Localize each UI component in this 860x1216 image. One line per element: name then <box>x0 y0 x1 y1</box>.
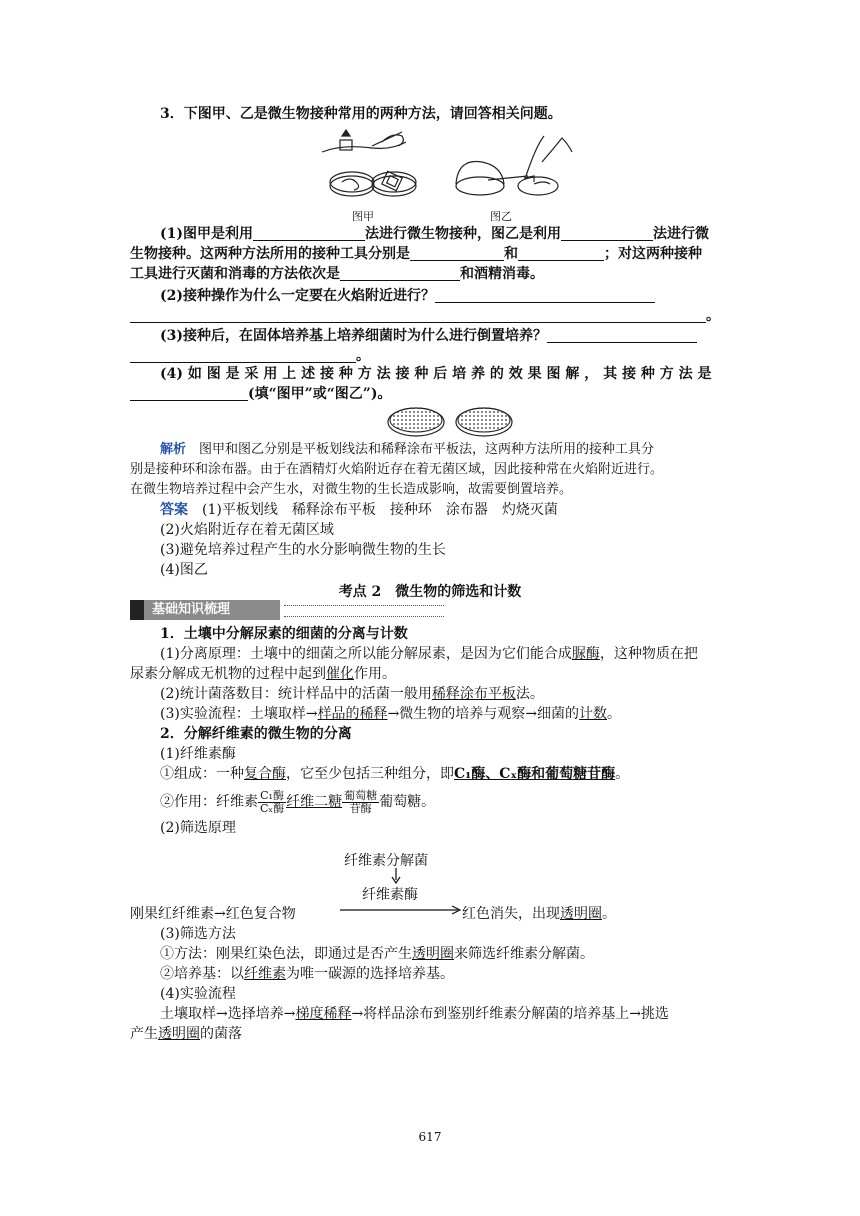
part2-function: ②作用：纤维素 $\frac{\text{C₁酶}}{\text{Cₓ酶}}$ 纤维二糖 $\frac{\text{葡萄糖}}{\text{苷酶}}$ 葡萄糖。 <box>160 788 436 815</box>
keyword-sample-dilution: 样品的稀释 <box>317 706 388 722</box>
down-arrow-icon <box>390 868 402 884</box>
diagram-cellulose-bacteria: 纤维素分解菌 <box>344 853 428 869</box>
keyword-urease: 脲酶 <box>571 646 600 662</box>
q1-line1: (1)图甲是利用 法进行微生物接种，图乙是利用 法进行微 <box>160 226 709 242</box>
part2-sub3: (3)筛选方法 <box>160 926 236 942</box>
q4-line2: (填“图甲”或“图乙”)。 <box>130 384 391 404</box>
blank-4 <box>518 244 604 261</box>
q2-line1: (2)接种操作为什么一定要在火焰附近进行？ <box>160 286 655 306</box>
blank-6 <box>435 286 655 303</box>
part2-sub4: (4)实验流程 <box>160 986 236 1002</box>
keyword-counting: 计数 <box>579 706 608 722</box>
section-banner <box>130 600 450 620</box>
blank-3 <box>410 244 504 261</box>
answer-line3: (3)避免培养过程产生的水分影响微生物的生长 <box>160 542 446 558</box>
q1-line3: 工具进行灭菌和消毒的方法依次是 和酒精消毒。 <box>130 266 544 282</box>
q3-line1: (3)接种后，在固体培养基上培养细菌时为什么进行倒置培养？ <box>160 326 697 346</box>
keyword-gradient-dilution: 梯度稀释 <box>295 1006 352 1022</box>
part1-p3: (3)实验流程：土壤取样→样品的稀释→微生物的培养与观察→细菌的计数。 <box>160 706 622 722</box>
diagram-cellulase: 纤维素酶 <box>362 887 418 903</box>
part2-composition: ①组成：一种复合酶，它至少包括三种组分，即C₁酶、Cₓ酶和葡萄糖苷酶。 <box>160 766 630 782</box>
blank-2 <box>561 224 653 241</box>
figure-yi-caption: 图乙 <box>490 210 512 223</box>
answer-line1: 答案 (1)平板划线 稀释涂布平板 接种环 涂布器 灼烧灭菌 <box>160 502 558 518</box>
blank-7 <box>130 306 706 323</box>
analysis-line1: 解析 图甲和图乙分别是平板划线法和稀释涂布平板法，这两种方法所用的接种工具分 <box>160 442 655 457</box>
q1-line2: 生物接种。这两种方法所用的接种工具分别是 和 ；对这两种接种 <box>130 246 702 262</box>
analysis-line2: 别是接种环和涂布器。由于在酒精灯火焰附近存在着无菌区域，因此接种常在火焰附近进行。 <box>130 462 664 477</box>
blank-5 <box>340 264 460 281</box>
long-arrow-icon <box>340 904 462 916</box>
part1-p1-line1: (1)分离原理：土壤中的细菌之所以能分解尿素，是因为它们能合成脲酶，这种物质在把 <box>160 646 698 662</box>
keyword-cellulose: 纤维素 <box>244 966 286 982</box>
part2-sub2: (2)筛选原理 <box>160 820 236 836</box>
keyword-dilution-plating: 稀释涂布平板 <box>431 686 516 702</box>
banner-label: 基础知识梳理 <box>152 602 231 617</box>
keyword-clear-zone-3: 透明圈 <box>158 1026 200 1042</box>
part2-method: ①方法：刚果红染色法，即通过是否产生透明圈来筛选纤维素分解菌。 <box>160 946 594 962</box>
answer-label: 答案 <box>160 502 188 518</box>
diagram-right: 红色消失，出现透明圈。 <box>462 906 616 922</box>
keyword-catalysis: 催化 <box>326 666 354 682</box>
part2-medium: ②培养基：以纤维素为唯一碳源的选择培养基。 <box>160 966 454 982</box>
inoculation-figure <box>312 128 582 208</box>
part2-flow-line2: 产生透明圈的菌落 <box>130 1026 242 1042</box>
q3-line2: 。 <box>130 346 370 366</box>
keyword-clear-zone: 透明圈 <box>560 906 602 922</box>
q4-line1: (4) 如 图 是 采 用 上 述 接 种 方 法 接 种 后 培 养 的 效 果 图 解 ， 其 接 种 方 法 是 <box>160 366 712 382</box>
part2-flow-line1: 土壤取样→选择培养→梯度稀释→将样品涂布到鉴别纤维素分解菌的培养基上→挑选 <box>160 1006 669 1022</box>
blank-9 <box>130 346 356 363</box>
figure-jia-caption: 图甲 <box>352 210 374 223</box>
section-title: 考点 2 微生物的筛选和计数 <box>338 584 522 600</box>
keyword-clear-zone-2: 透明圈 <box>412 946 454 962</box>
answer-line2: (2)火焰附近存在着无菌区域 <box>160 522 334 538</box>
keyword-enzyme-components: C₁酶、Cₓ酶和葡萄糖苷酶 <box>454 766 616 782</box>
diagram-left: 刚果红纤维素→红色复合物 <box>130 906 296 922</box>
part1-heading: 1．土壤中分解尿素的细菌的分离与计数 <box>160 626 408 642</box>
question-stem: 3．下图甲、乙是微生物接种常用的两种方法，请回答相关问题。 <box>160 106 562 122</box>
part1-p2: (2)统计菌落数目：统计样品中的活菌一般用稀释涂布平板法。 <box>160 686 544 702</box>
blank-1 <box>253 224 365 241</box>
part1-p1-line2: 尿素分解成无机物的过程中起到催化作用。 <box>130 666 396 682</box>
banner-divider <box>284 605 444 617</box>
part2-heading: 2．分解纤维素的微生物的分离 <box>160 726 352 742</box>
blank-8 <box>547 326 697 343</box>
chevron-right-icon <box>130 600 144 620</box>
analysis-line3: 在微生物培养过程中会产生水，对微生物的生长造成影响，故需要倒置培养。 <box>130 482 573 497</box>
culture-plates-figure <box>384 402 524 440</box>
page-number: 617 <box>418 1130 442 1144</box>
part2-sub1: (1)纤维素酶 <box>160 746 236 762</box>
answer-line4: (4)图乙 <box>160 562 208 578</box>
reaction-arrow-1: $\frac{\text{C₁酶}}{\text{Cₓ酶}}$ <box>260 788 285 815</box>
q2-line2: 。 <box>130 306 720 326</box>
blank-10 <box>130 384 248 401</box>
keyword-complex-enzyme: 复合酶 <box>244 766 286 782</box>
keyword-cellobiose: 纤维二糖 <box>286 794 343 810</box>
reaction-arrow-2: $\frac{\text{葡萄糖}}{\text{苷酶}}$ <box>344 788 378 815</box>
analysis-label: 解析 <box>160 442 187 457</box>
